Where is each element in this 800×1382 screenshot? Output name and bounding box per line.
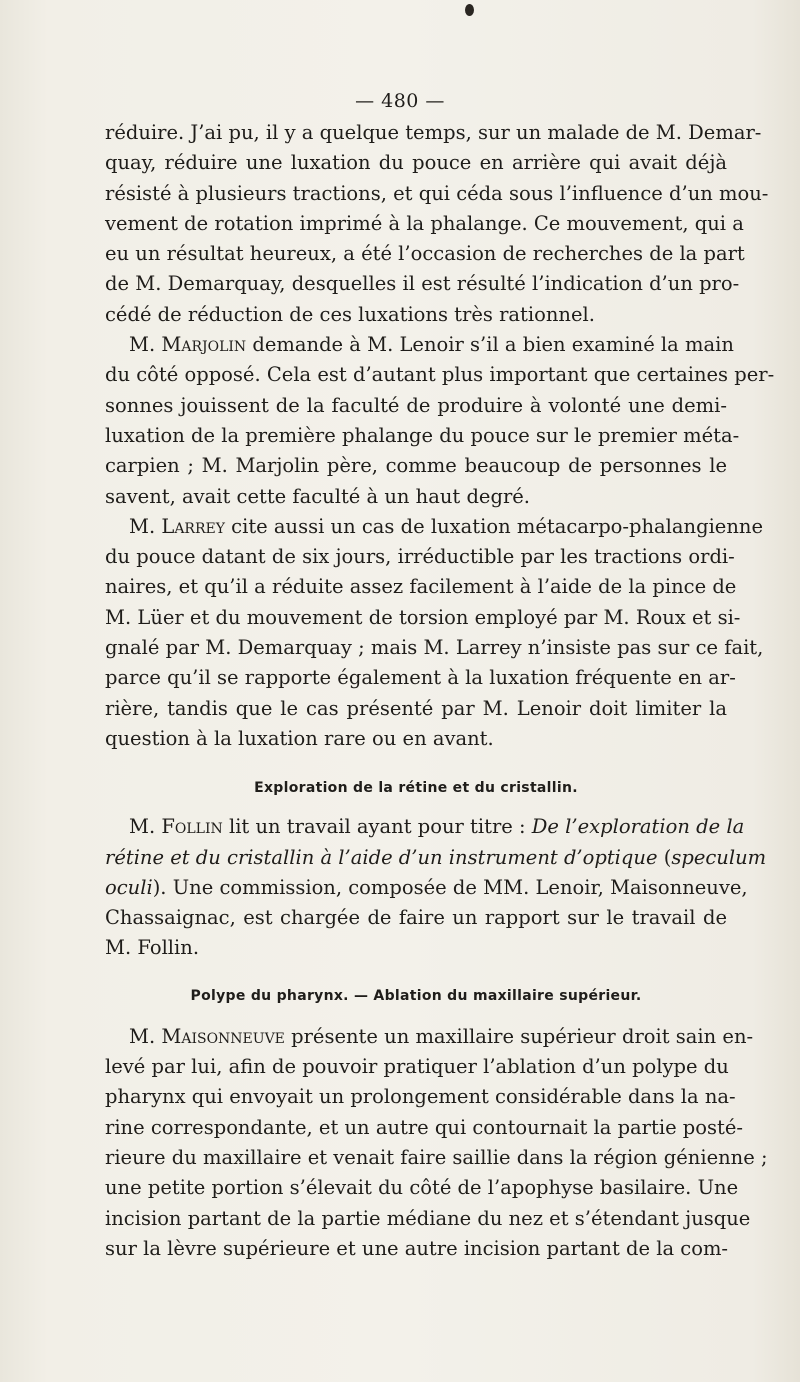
page-number: — 480 — [355,90,445,112]
paragraph-2 [105,330,775,512]
text-line: incision partant de la partie médiane du nez et s’étendant jusque [105,1206,751,1230]
text-line: question à la luxation rare ou en avant. [105,726,494,750]
text-line: oculi). Une commission, composée de MM. Lenoir, Maisonneuve, [105,875,748,899]
text-line: savent, avait cette faculté à un haut degré. [105,484,531,508]
text-line: gnalé par M. Demarquay ; mais M. Larrey n’insiste pas sur ce fait, [105,636,764,660]
text-line: M. Follin. [105,936,200,960]
speaker-name: Larrey [161,514,225,538]
text-line: pharynx qui envoyait un prolongement considérable dans la na- [105,1085,736,1109]
text-line: levé par lui, afin de pouvoir pratiquer l’ablation d’un polype du [105,1055,729,1079]
text-line: sonnes jouissent de la faculté de produire à volonté une demi- [105,393,727,417]
text-line: sur la lèvre supérieure et une autre incision partant de la com- [105,1236,729,1260]
text-line: M. Lüer et du mouvement de torsion employé par M. Roux et si- [105,605,741,629]
section-heading: Exploration de la rétine et du cristallin. [254,780,578,797]
speaker-name: Marjolin [161,333,247,357]
speaker-name: Follin [161,815,223,839]
text-line: du pouce datant de six jours, irréductible par les tractions ordi- [105,545,735,569]
section-heading: Polype du pharynx. — Ablation du maxillaire supérieur. [190,987,642,1004]
text-line: vement de rotation imprimé à la phalange. Ce mouvement, qui a [105,211,744,235]
text-line: M. Larrey cite aussi un cas de luxation métacarpo-phalangienne [129,514,764,538]
paragraph-5 [105,1022,768,1264]
text-line: rière, tandis que le cas présenté par M. Lenoir doit limiter la [105,696,727,720]
text-line: de M. Demarquay, desquelles il est résulté l’indication d’un pro- [105,272,740,296]
text-line: M. Follin lit un travail ayant pour titre : De l’exploration de la [129,815,745,839]
text-line: Chassaignac, est chargée de faire un rapport sur le travail de [105,906,727,930]
text-line: réduire. J’ai pu, il y a quelque temps, sur un malade de M. Demar- [105,121,762,144]
text-line: M. Marjolin demande à M. Lenoir s’il a bien examiné la main [129,333,734,357]
text-line: résisté à plusieurs tractions, et qui céda sous l’influence d’un mou- [105,181,769,205]
text-line: parce qu’il se rapporte également à la luxation fréquente en ar- [105,666,736,690]
paragraph-4 [105,812,767,963]
body-text [105,118,775,1264]
ink-speck [465,4,474,16]
text-line: luxation de la première phalange du pouce sur le premier méta- [105,423,740,447]
text-line: du côté opposé. Cela est d’autant plus important que certaines per- [105,363,775,387]
text-line: une petite portion s’élevait du côté de l’apophyse basilaire. Une [105,1176,739,1200]
paragraph-3 [105,512,764,754]
text-line: naires, et qu’il a réduite assez facilement à l’aide de la pince de [105,575,737,599]
text-line: M. Maisonneuve présente un maxillaire supérieur droit sain en- [129,1024,754,1048]
text-line: eu un résultat heureux, a été l’occasion de recherches de la part [105,242,745,266]
text-line: rétine et du cristallin à l’aide d’un instrument d’optique (speculum [105,845,767,869]
text-line: cédé de réduction de ces luxations très rationnel. [105,302,595,326]
text-line: quay, réduire une luxation du pouce en arrière qui avait déjà [105,151,727,175]
paragraph-1 [105,118,769,330]
text-line: carpien ; M. Marjolin père, comme beaucoup de personnes le [105,454,727,478]
work-title: De l’exploration de la [531,815,745,839]
speaker-name: Maisonneuve [161,1024,285,1048]
text-line: rieure du maxillaire et venait faire saillie dans la région génienne ; [105,1145,768,1169]
text-line: rine correspondante, et un autre qui contournait la partie posté- [105,1115,744,1139]
